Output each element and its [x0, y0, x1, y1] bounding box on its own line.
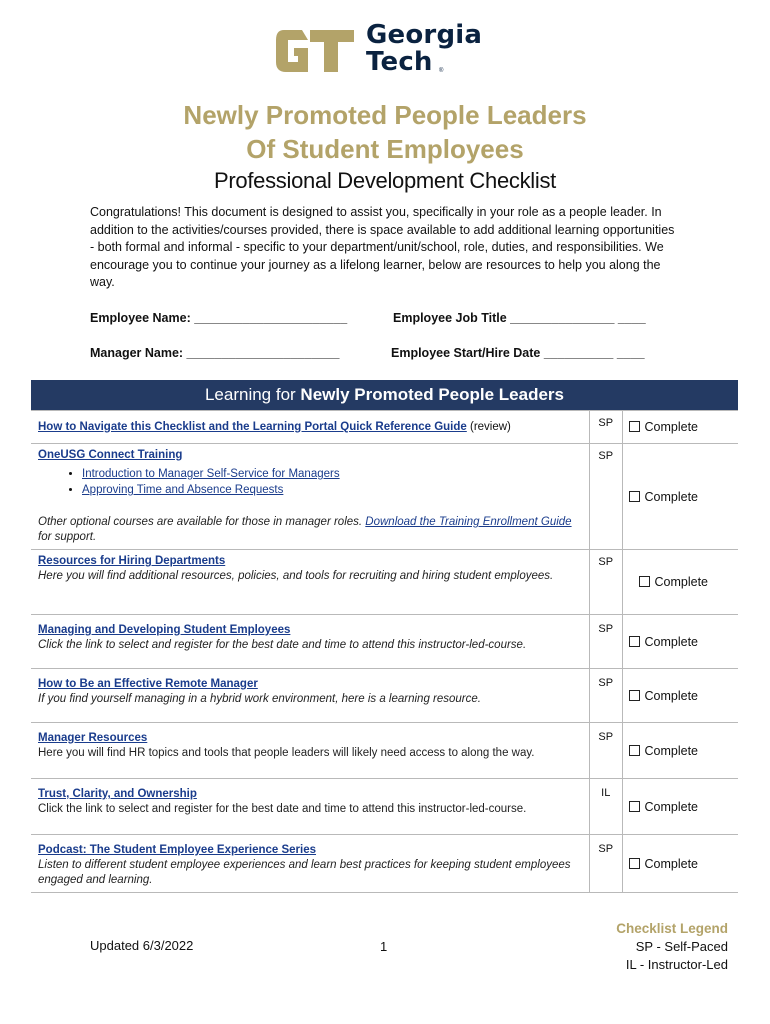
title-line-1: Newly Promoted People Leaders: [183, 100, 587, 130]
checkbox-icon[interactable]: [629, 858, 640, 869]
table-row: [31, 615, 738, 669]
complete-label: Complete: [654, 575, 708, 589]
complete-label: Complete: [644, 799, 698, 814]
row-title-cell: [31, 615, 590, 669]
row-type: SP: [590, 615, 622, 669]
table-row: [31, 444, 738, 550]
table-row: [31, 835, 738, 893]
complete-label: Complete: [644, 743, 698, 758]
manager-self-service-link[interactable]: Introduction to Manager Self-Service for Managers: [82, 468, 340, 480]
list-item: [82, 467, 583, 482]
complete-checkbox[interactable]: [622, 779, 738, 835]
row-suffix: (review): [466, 420, 511, 433]
optional-courses-note: [38, 515, 583, 545]
legend-sp: SP - Self-Paced: [635, 939, 728, 954]
employee-job-title-field: Employee Job Title _______________ ____: [393, 311, 646, 325]
complete-label: Complete: [644, 634, 698, 649]
table-header: [31, 380, 738, 411]
note-text-end: for support.: [38, 531, 97, 543]
logo-text-tech: Tech: [366, 47, 433, 77]
row-type: SP: [590, 550, 622, 615]
complete-checkbox[interactable]: [622, 444, 738, 550]
checklist-legend: [616, 920, 728, 974]
complete-checkbox[interactable]: [622, 669, 738, 723]
table-header-row: [31, 380, 738, 411]
page-number: 1: [380, 939, 388, 954]
row-description: Click the link to select and register for the best date and time to attend this instructor-led-course.: [38, 803, 527, 815]
manager-name-field: Manager Name: ______________________: [90, 346, 340, 360]
managing-developing-link[interactable]: Managing and Developing Student Employees: [38, 624, 291, 636]
remote-manager-link[interactable]: How to Be an Effective Remote Manager: [38, 678, 258, 690]
oneusg-connect-training-link[interactable]: OneUSG Connect Training: [38, 449, 183, 461]
logo-text-georgia: Georgia: [366, 20, 483, 50]
note-text: Other optional courses are available for those in manager roles.: [38, 516, 366, 528]
employee-start-date-field: Employee Start/Hire Date __________ ____: [391, 346, 645, 360]
intro-paragraph: Congratulations! This document is designed to assist you, specifically in your role as a people leader. In addition to the activities/courses provided, there is space available to add additional learning opportunities - both formal and informal - specific to your department/unit/school, role, duties, and responsibilities. We encourage you to continue your journey as a lifelong learner, below are resources to help you along the way.: [90, 205, 675, 289]
row-title-cell: [31, 411, 590, 444]
row-type: SP: [590, 669, 622, 723]
logo-registered-mark: ®: [439, 68, 444, 74]
row-title-cell: [31, 444, 590, 550]
checkbox-icon[interactable]: [629, 491, 640, 502]
complete-label: Complete: [644, 420, 698, 434]
table-row: [31, 550, 738, 615]
training-enrollment-guide-link[interactable]: Download the Training Enrollment Guide: [365, 516, 572, 528]
trust-clarity-ownership-link[interactable]: Trust, Clarity, and Ownership: [38, 788, 197, 800]
checklist-guide-link[interactable]: How to Navigate this Checklist and the Learning Portal Quick Reference Guide: [38, 420, 467, 433]
manager-resources-link[interactable]: Manager Resources: [38, 732, 148, 744]
checklist-table: [31, 380, 738, 893]
podcast-link[interactable]: Podcast: The Student Employee Experience Series: [38, 844, 317, 856]
row-type: SP: [590, 444, 622, 550]
legend-il: IL - Instructor-Led: [625, 957, 728, 972]
row-title-cell: [31, 550, 590, 615]
checkbox-icon[interactable]: [629, 636, 640, 647]
checkbox-icon[interactable]: [639, 576, 650, 587]
row-title-cell: [31, 723, 590, 779]
row-description: Click the link to select and register for the best date and time to attend this instructor-led-course.: [38, 639, 527, 651]
complete-label: Complete: [644, 489, 698, 504]
approving-time-link[interactable]: Approving Time and Absence Requests: [82, 484, 284, 496]
row-type: SP: [590, 723, 622, 779]
table-row: [31, 779, 738, 835]
complete-label: Complete: [644, 856, 698, 871]
row-title-cell: [31, 835, 590, 893]
checkbox-icon[interactable]: [629, 745, 640, 756]
complete-checkbox[interactable]: [622, 615, 738, 669]
row-description: Here you will find HR topics and tools that people leaders will likely need access to along the way.: [38, 747, 535, 759]
checkbox-icon[interactable]: [629, 690, 640, 701]
complete-checkbox[interactable]: [622, 723, 738, 779]
complete-checkbox[interactable]: [622, 835, 738, 893]
row-title-cell: [31, 669, 590, 723]
table-row: [31, 723, 738, 779]
table-header-bold: Newly Promoted People Leaders: [300, 385, 565, 404]
hiring-resources-link[interactable]: Resources for Hiring Departments: [38, 555, 226, 567]
row-description: If you find yourself managing in a hybrid work environment, here is a learning resource.: [38, 693, 481, 705]
checkbox-icon[interactable]: [629, 421, 640, 432]
legend-title: Checklist Legend: [616, 921, 728, 936]
row-description: Listen to different student employee experiences and learn best practices for keeping student employees engaged and learning.: [38, 859, 571, 886]
complete-checkbox[interactable]: [622, 550, 738, 615]
row-type: IL: [590, 779, 622, 835]
updated-date: Updated 6/3/2022: [90, 938, 194, 953]
table-row: [31, 411, 738, 444]
page-subtitle: Professional Development Checklist: [214, 168, 556, 193]
table-header-prefix: Learning for: [204, 385, 301, 404]
row-type: SP: [590, 835, 622, 893]
row-description: Here you will find additional resources, policies, and tools for recruiting and hiring student employees.: [38, 570, 554, 582]
bullet-list: [38, 467, 583, 498]
page-title: [0, 98, 770, 166]
title-line-2: Of Student Employees: [246, 134, 524, 164]
table-row: [31, 669, 738, 723]
row-title-cell: [31, 779, 590, 835]
list-item: [82, 483, 583, 498]
checkbox-icon[interactable]: [629, 801, 640, 812]
complete-checkbox[interactable]: [622, 411, 738, 444]
gt-logo-icon: [274, 26, 356, 74]
row-type: SP: [590, 411, 622, 444]
employee-name-field: Employee Name: ______________________: [90, 311, 348, 325]
complete-label: Complete: [644, 688, 698, 703]
georgia-tech-logo: [274, 20, 483, 80]
